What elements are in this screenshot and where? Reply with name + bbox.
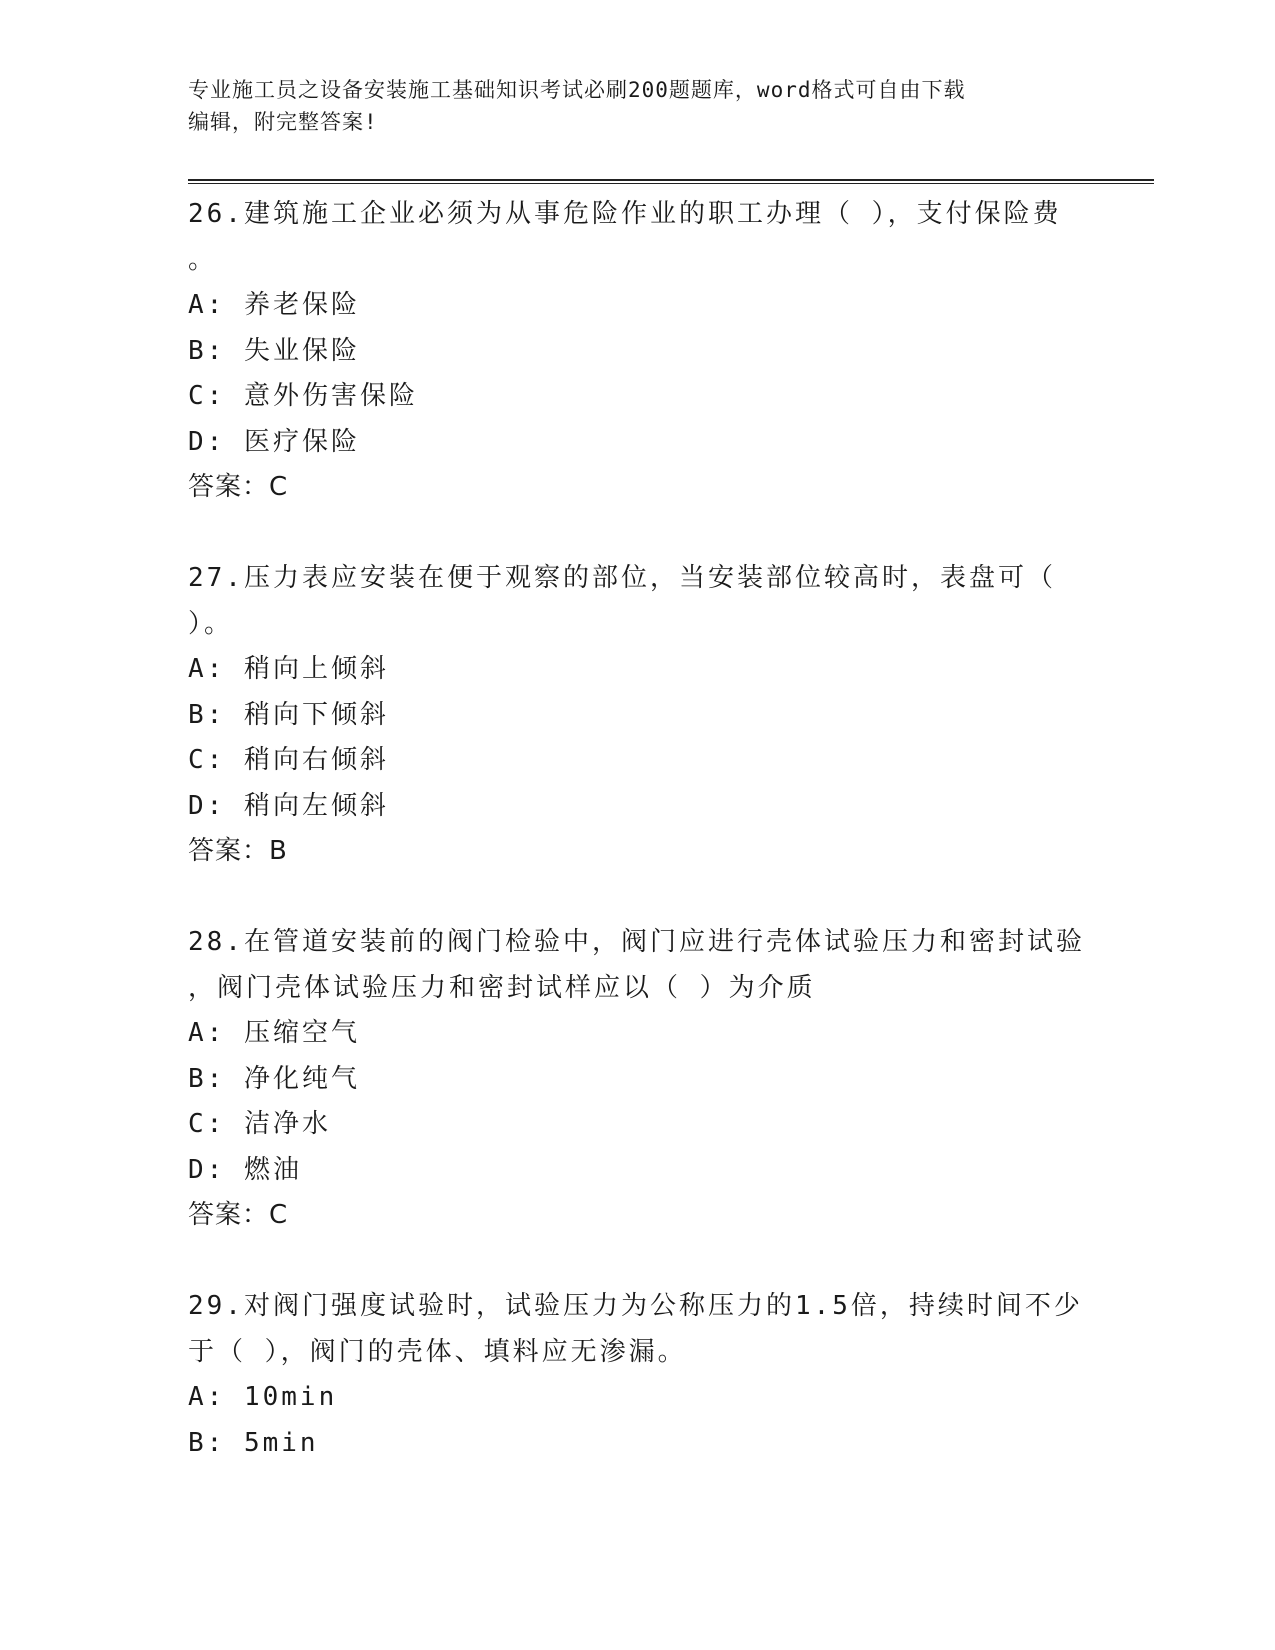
question-29: [188, 1284, 1088, 1466]
document-header: [188, 74, 1068, 138]
question-stem-line: 27.压力表应安装在便于观察的部位，当安装部位较高时，表盘可（: [188, 563, 1056, 593]
question-list: [188, 192, 1088, 1466]
option-b: B: 稍向下倾斜: [188, 699, 389, 730]
header-title-line-1: 专业施工员之设备安装施工基础知识考试必刷200题题库，word格式可自由下载: [188, 78, 966, 102]
option-d: D: 医疗保险: [188, 426, 360, 457]
question-stem-line: ，阀门壳体试验压力和密封试样应以（ ）为介质: [188, 972, 816, 1003]
question-spacer: [188, 511, 1088, 557]
option-c: C: 洁净水: [188, 1109, 331, 1139]
option-b: B: 5min: [188, 1427, 319, 1458]
question-stem-line: ）。: [188, 608, 234, 639]
header-title-line-2: 编辑，附完整答案!: [188, 110, 378, 134]
question-spacer: [188, 1239, 1088, 1285]
option-d: D: 燃油: [188, 1154, 302, 1185]
option-b: B: 失业保险: [188, 335, 360, 366]
question-stem-line: 28.在管道安装前的阀门检验中，阀门应进行壳体试验压力和密封试验: [188, 927, 1085, 957]
option-a: A: 10min: [188, 1382, 338, 1412]
header-divider-thin: [188, 183, 1154, 184]
answer-line: 答案：C: [188, 1200, 289, 1230]
answer-line: 答案：B: [188, 836, 288, 866]
question-28: [188, 920, 1088, 1284]
option-c: C: 稍向右倾斜: [188, 745, 389, 775]
answer-line: 答案：C: [188, 472, 289, 502]
question-stem-line: 。: [188, 244, 218, 275]
option-c: C: 意外伤害保险: [188, 381, 418, 411]
option-a: A: 稍向上倾斜: [188, 654, 389, 684]
question-stem-line: 29.对阀门强度试验时，试验压力为公称压力的1.5倍，持续时间不少: [188, 1291, 1083, 1321]
question-stem-line: 26.建筑施工企业必须为从事危险作业的职工办理（ ），支付保险费: [188, 199, 1062, 229]
option-b: B: 净化纯气: [188, 1063, 360, 1094]
header-divider-thick: [188, 179, 1154, 181]
question-spacer: [188, 875, 1088, 921]
option-d: D: 稍向左倾斜: [188, 790, 389, 821]
question-stem-line: 于（ ），阀门的壳体、填料应无渗漏。: [188, 1336, 687, 1367]
question-26: [188, 192, 1088, 556]
option-a: A: 养老保险: [188, 290, 360, 320]
option-a: A: 压缩空气: [188, 1018, 360, 1048]
question-27: [188, 556, 1088, 920]
